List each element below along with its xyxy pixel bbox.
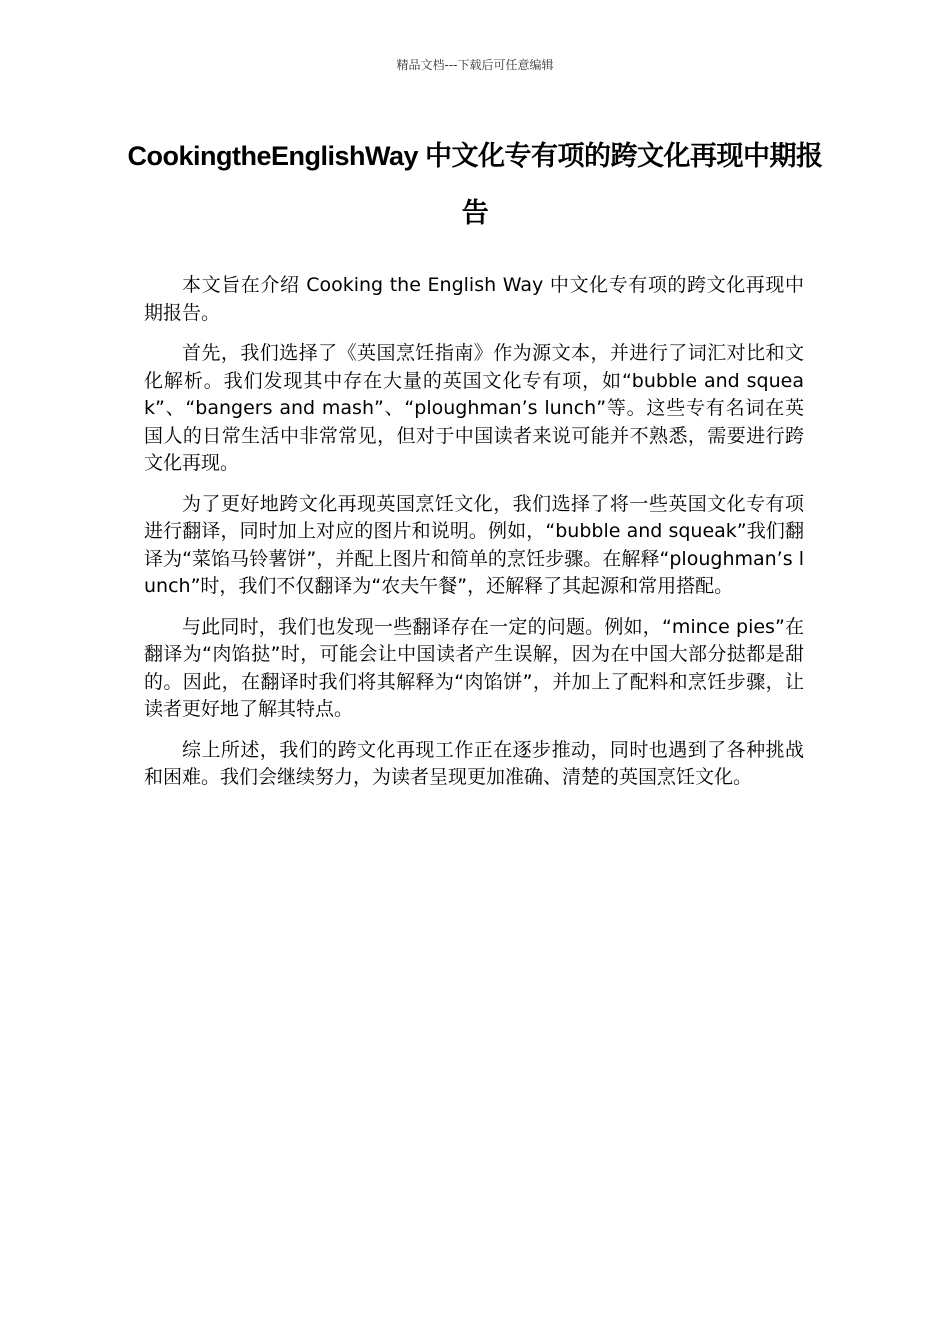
paragraph: 本文旨在介绍 Cooking the English Way 中文化专有项的跨文化再现中期报告。 xyxy=(144,274,804,324)
document-body xyxy=(144,272,804,805)
header-note: 精品文档---下载后可任意编辑 xyxy=(396,58,554,72)
paragraph: 综上所述，我们的跨文化再现工作正在逐步推动，同时也遇到了各种挑战和困难。我们会继续努力，为读者呈现更加准确、清楚的英国烹饪文化。 xyxy=(144,738,804,788)
paragraph: 首先，我们选择了《英国烹饪指南》作为源文本，并进行了词汇对比和文化解析。我们发现其中存在大量的英国文化专有项，如“bubble and squeak”、“bangers and mash”、“ploughman’s lunch”等。这些专有名词在英国人的日常生活中非常常见，但对于中国读者来说可能并不熟悉，需要进行跨文化再现。 xyxy=(144,342,804,474)
paragraph: 与此同时，我们也发现一些翻译存在一定的问题。例如，“mince pies”在翻译为“肉馅挞”时，可能会让中国读者产生误解，因为在中国大部分挞都是甜的。因此，在翻译时我们将其解释为“肉馅饼”，并加上了配料和烹饪步骤，让读者更好地了解其特点。 xyxy=(144,615,804,720)
paragraph: 为了更好地跨文化再现英国烹饪文化，我们选择了将一些英国文化专有项进行翻译，同时加上对应的图片和说明。例如，“bubble and squeak”我们翻译为“菜馅马铃薯饼”，并配上图片和简单的烹饪步骤。在解释“ploughman’s lunch”时，我们不仅翻译为“农夫午餐”，还解释了其起源和常用搭配。 xyxy=(144,492,804,597)
document-title: CookingtheEnglishWay 中文化专有项的跨文化再现中期报告 xyxy=(127,141,823,228)
